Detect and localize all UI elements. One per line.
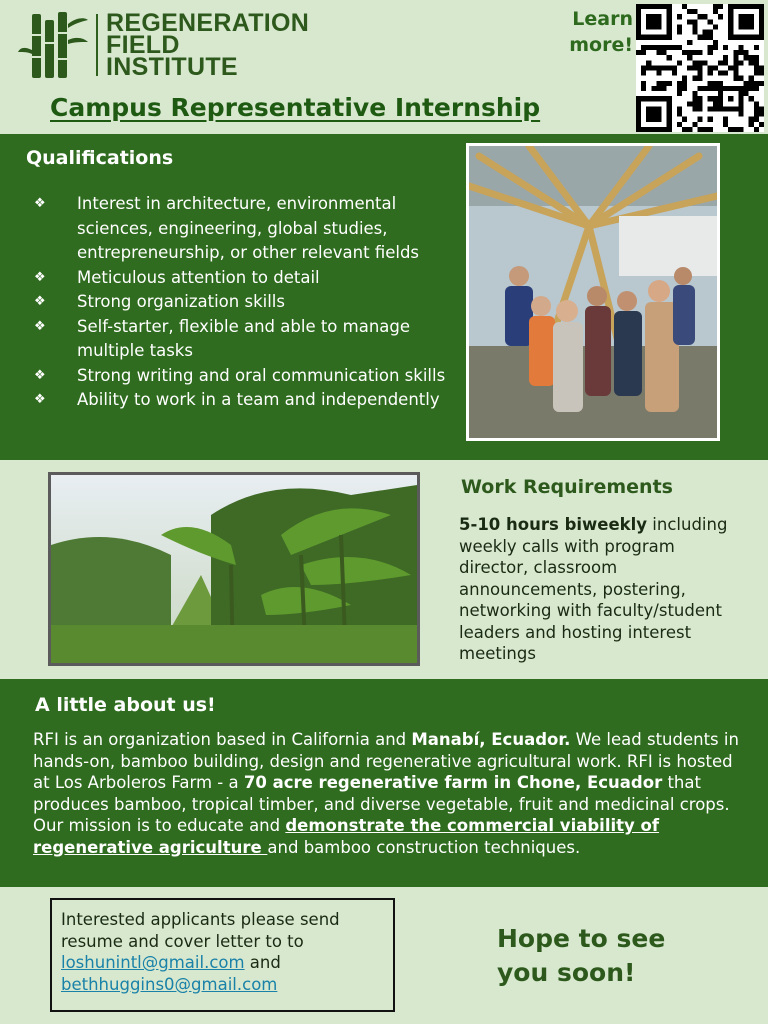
qualifications-heading: Qualifications — [26, 147, 174, 169]
about-text-part: and bamboo construction techniques. — [267, 837, 581, 857]
list-item-text: Ability to work in a team and independently — [77, 390, 440, 409]
work-requirements-text — [459, 514, 749, 665]
learn-more-line: more! — [569, 34, 633, 56]
list-item-text: Meticulous attention to detail — [77, 267, 320, 287]
diamond-bullet-icon: ❖ — [34, 269, 46, 285]
learn-more-line: Learn — [572, 8, 633, 30]
about-text-part: that produces bamboo, tropical timber, and diverse vegetable, fruit and medicinal crops. Our mission is to educate and — [33, 773, 730, 835]
brand-line: INSTITUTE — [106, 53, 238, 81]
list-item-text: Interest in architecture, environmental sciences, engineering, global studies, entrepreneurship, or other relevant fields — [77, 194, 420, 262]
list-item-text: Strong organization skills — [77, 292, 285, 311]
diamond-bullet-icon: ❖ — [34, 294, 46, 309]
logo-divider — [96, 14, 98, 76]
diamond-bullet-icon: ❖ — [34, 196, 46, 211]
qr-code-icon[interactable] — [636, 4, 764, 132]
contact-conjunction: and — [244, 953, 281, 972]
list-item-text: Strong writing and oral communication skills — [77, 365, 446, 385]
qualifications-list — [34, 192, 454, 413]
about-text-part: We lead students in hands-on, bamboo building, design and regenerative agricultural work. RFI is hosted at Los Arboleros Farm - a — [33, 730, 739, 792]
about-emphasis: 70 acre regenerative farm in Chone, Ecuador — [243, 773, 663, 792]
learn-more-text — [553, 6, 633, 58]
diamond-bullet-icon: ❖ — [34, 367, 46, 383]
list-item — [34, 266, 454, 291]
about-heading: A little about us! — [35, 694, 216, 716]
brand-line: FIELD — [106, 31, 180, 59]
work-requirements-heading: Work Requirements — [461, 476, 673, 498]
list-item — [34, 388, 454, 413]
work-description: including weekly calls with program director, classroom announcements, postering, networking with faculty/student leaders and hosting interest meetings — [459, 515, 728, 663]
closing-message — [497, 922, 665, 990]
page-title: Campus Representative Internship — [50, 93, 541, 122]
list-item-text: Self-starter, flexible and able to manage multiple tasks — [77, 316, 411, 360]
about-text — [33, 729, 745, 858]
list-item — [34, 315, 454, 364]
email-link-2[interactable]: bethhuggins0@gmail.com — [61, 974, 278, 994]
contact-text — [61, 909, 386, 995]
farm-photo — [48, 472, 420, 666]
about-emphasis: Manabí, Ecuador. — [411, 730, 571, 749]
brand-line: REGENERATION — [106, 9, 310, 37]
closing-line: Hope to see — [497, 924, 666, 953]
about-text-part: RFI is an organization based in California and — [33, 730, 412, 749]
group-photo — [466, 143, 720, 441]
list-item — [34, 290, 454, 315]
list-item — [34, 364, 454, 389]
hours-emphasis: 5-10 hours biweekly — [459, 515, 648, 534]
diamond-bullet-icon: ❖ — [34, 318, 46, 334]
closing-line: you soon! — [497, 958, 636, 987]
contact-instructions: Interested applicants please send resume and cover letter to to — [61, 910, 340, 951]
list-item — [34, 192, 454, 266]
diamond-bullet-icon: ❖ — [34, 392, 46, 407]
about-emphasis: demonstrate the commercial viability of regenerative agriculture — [33, 816, 660, 857]
brand-name — [106, 9, 310, 81]
email-link-1[interactable]: loshunintl@gmail.com — [61, 953, 245, 972]
bamboo-logo-icon — [18, 10, 90, 82]
